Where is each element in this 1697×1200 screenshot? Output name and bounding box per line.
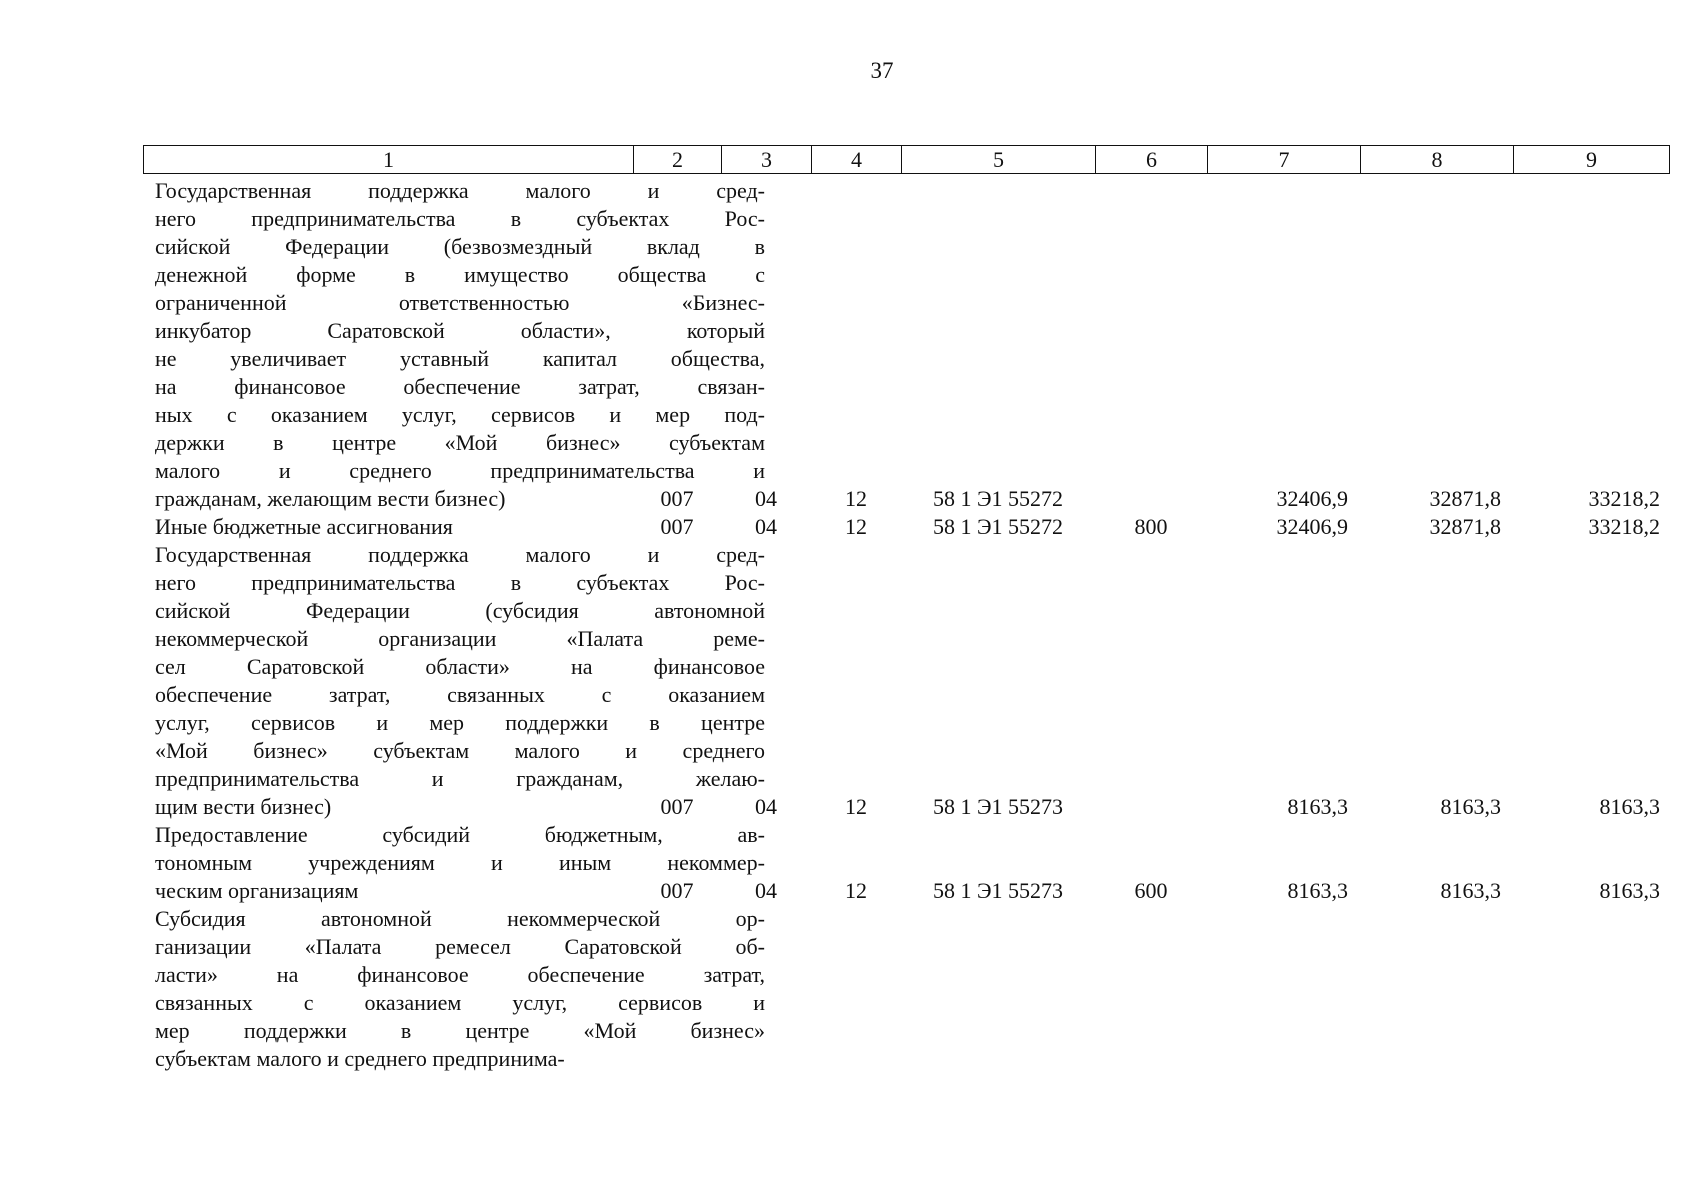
description-line: него предпринимательства в субъектах Рос- [155, 206, 765, 231]
header-col-1: 1 [144, 146, 634, 173]
cell-c7: 8163,3 [1287, 794, 1348, 819]
row-description [155, 177, 765, 513]
cell-c4: 12 [845, 794, 867, 819]
description-line: ограниченной ответственностью «Бизнес- [155, 290, 765, 315]
description-line: на финансовое обеспечение затрат, связан- [155, 374, 765, 399]
description-line: предпринимательства и гражданам, желаю- [155, 766, 765, 791]
cell-c3: 04 [755, 794, 777, 819]
cell-c4: 12 [845, 878, 867, 903]
cell-c9: 33218,2 [1588, 514, 1660, 539]
description-line: субъектам малого и среднего предпринима- [155, 1046, 565, 1071]
description-line: инкубатор Саратовской области», который [155, 318, 765, 343]
cell-c8: 32871,8 [1429, 486, 1501, 511]
cell-c3: 04 [755, 514, 777, 539]
description-line: Предоставление субсидий бюджетным, ав- [155, 822, 765, 847]
cell-c5: 58 1 Э1 55273 [932, 878, 1064, 903]
header-col-6: 6 [1096, 146, 1208, 173]
description-line: держки в центре «Мой бизнес» субъектам [155, 430, 765, 455]
cell-c7: 32406,9 [1276, 486, 1348, 511]
description-line: тономным учреждениям и иным некоммер- [155, 850, 765, 875]
description-line: гражданам, желающим вести бизнес) [155, 486, 506, 511]
cell-c3: 04 [755, 486, 777, 511]
cell-c6: 800 [1134, 514, 1168, 539]
description-line: денежной форме в имущество общества с [155, 262, 765, 287]
cell-c4: 12 [845, 486, 867, 511]
description-line: Субсидия автономной некоммерческой ор- [155, 906, 765, 931]
description-line: сийской Федерации (субсидия автономной [155, 598, 765, 623]
description-line: щим вести бизнес) [155, 794, 332, 819]
description-line: не увеличивает уставный капитал общества, [155, 346, 765, 371]
description-line: сийской Федерации (безвозмездный вклад в [155, 234, 765, 259]
row-description [155, 541, 765, 821]
cell-c9: 33218,2 [1588, 486, 1660, 511]
header-col-7: 7 [1208, 146, 1361, 173]
table-row [143, 905, 1670, 1073]
cell-c2: 007 [660, 794, 694, 819]
header-col-5: 5 [902, 146, 1096, 173]
cell-c5: 58 1 Э1 55272 [932, 514, 1064, 539]
cell-c8: 32871,8 [1429, 514, 1501, 539]
header-col-3: 3 [722, 146, 812, 173]
cell-c9: 8163,3 [1599, 794, 1660, 819]
cell-c8: 8163,3 [1440, 794, 1501, 819]
table-header [143, 145, 1670, 174]
header-col-4: 4 [812, 146, 902, 173]
description-line: Иные бюджетные ассигнования [155, 514, 453, 539]
cell-c5: 58 1 Э1 55272 [932, 486, 1064, 511]
description-line: ных с оказанием услуг, сервисов и мер под- [155, 402, 765, 427]
table-row [143, 821, 1670, 905]
row-description [155, 905, 765, 1073]
description-line: Государственная поддержка малого и сред- [155, 542, 765, 567]
header-col-8: 8 [1361, 146, 1514, 173]
description-line: ласти» на финансовое обеспечение затрат, [155, 962, 765, 987]
description-line: некоммерческой организации «Палата реме- [155, 626, 765, 651]
cell-c2: 007 [660, 514, 694, 539]
description-line: ганизации «Палата ремесел Саратовской об- [155, 934, 765, 959]
cell-c6: 600 [1134, 878, 1168, 903]
page-number: 37 [870, 58, 894, 83]
table-row [143, 541, 1670, 821]
description-line: него предпринимательства в субъектах Рос- [155, 570, 765, 595]
cell-c7: 32406,9 [1276, 514, 1348, 539]
description-line: услуг, сервисов и мер поддержки в центре [155, 710, 765, 735]
description-line: «Мой бизнес» субъектам малого и среднего [155, 738, 765, 763]
description-line: ческим организациям [155, 878, 359, 903]
cell-c7: 8163,3 [1287, 878, 1348, 903]
description-line: малого и среднего предпринимательства и [155, 458, 765, 483]
table-row [143, 513, 1670, 541]
cell-c8: 8163,3 [1440, 878, 1501, 903]
description-line: мер поддержки в центре «Мой бизнес» [155, 1018, 765, 1043]
cell-c2: 007 [660, 486, 694, 511]
table-row [143, 177, 1670, 513]
description-line: обеспечение затрат, связанных с оказанием [155, 682, 765, 707]
header-col-9: 9 [1586, 147, 1597, 172]
header-col-2: 2 [634, 146, 722, 173]
description-line: связанных с оказанием услуг, сервисов и [155, 990, 765, 1015]
description-line: Государственная поддержка малого и сред- [155, 178, 765, 203]
cell-c3: 04 [755, 878, 777, 903]
cell-c9: 8163,3 [1599, 878, 1660, 903]
cell-c4: 12 [845, 514, 867, 539]
description-line: сел Саратовской области» на финансовое [155, 654, 765, 679]
cell-c2: 007 [660, 878, 694, 903]
cell-c5: 58 1 Э1 55273 [932, 794, 1064, 819]
